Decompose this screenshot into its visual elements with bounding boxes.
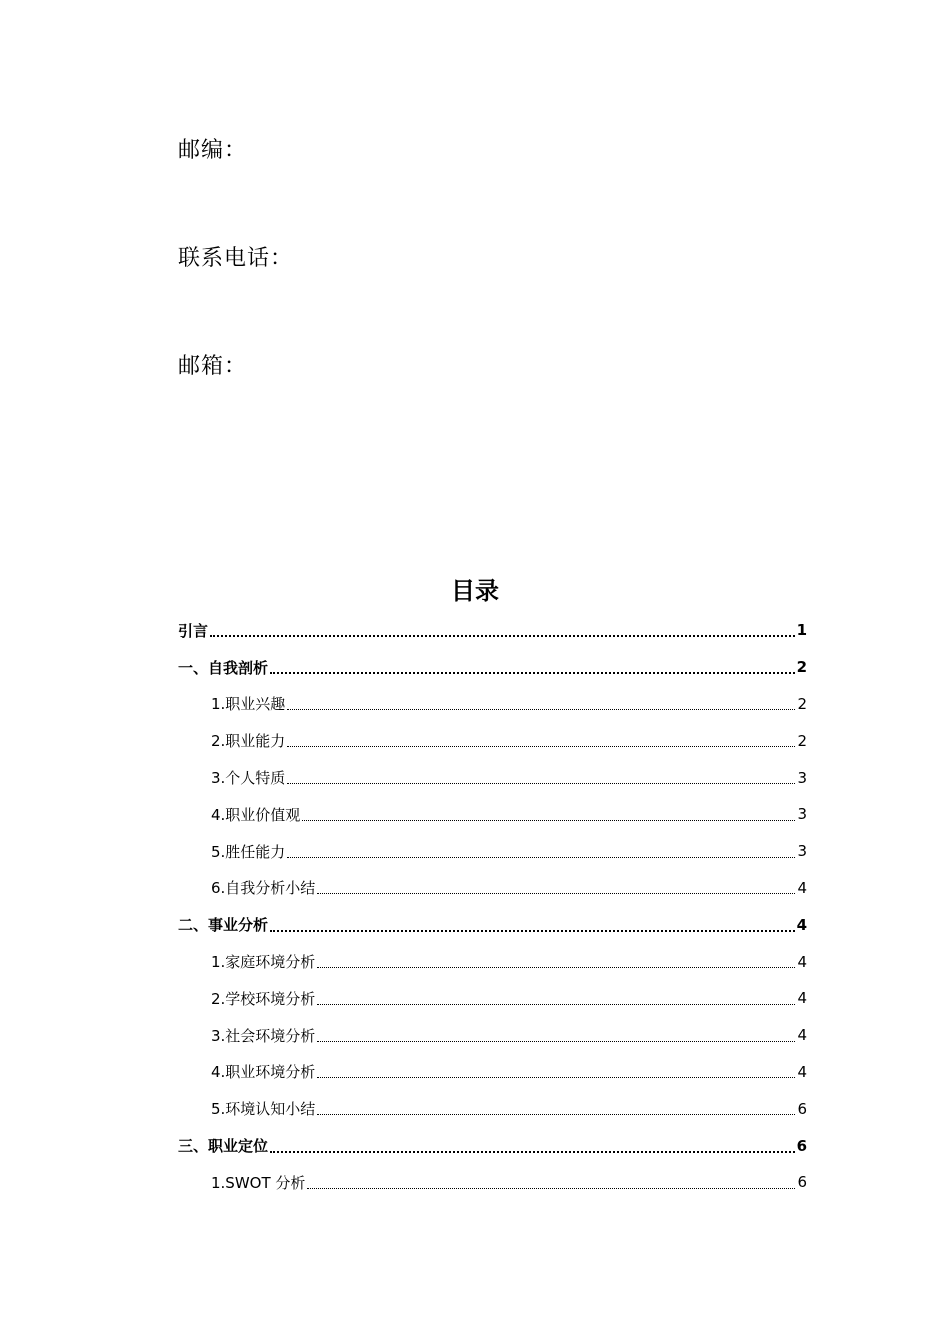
toc-entry-label: 1.家庭环境分析	[211, 953, 316, 972]
toc-leader	[287, 857, 795, 858]
toc-entry[interactable]	[178, 649, 807, 686]
toc-entry-label: 一、自我剖析	[178, 658, 269, 677]
toc-entry-page: 2	[797, 731, 807, 750]
toc-entry[interactable]	[178, 1164, 807, 1201]
toc-entry-page: 3	[797, 768, 807, 787]
toc-leader	[270, 672, 795, 674]
table-of-contents	[178, 612, 807, 1201]
toc-entry-page: 4	[797, 989, 807, 1008]
toc-entry-label: 引言	[178, 621, 209, 640]
toc-leader	[287, 783, 795, 784]
toc-leader	[317, 967, 795, 968]
toc-entry[interactable]	[178, 870, 807, 907]
toc-leader	[317, 1114, 795, 1115]
toc-leader	[317, 1077, 795, 1078]
toc-entry-label: 2.职业能力	[211, 732, 286, 751]
toc-entry-label: 三、职业定位	[178, 1137, 269, 1156]
toc-entry[interactable]	[178, 833, 807, 870]
toc-entry[interactable]	[178, 612, 807, 649]
toc-entry-page: 3	[797, 842, 807, 861]
toc-entry[interactable]	[178, 796, 807, 833]
toc-entry-page: 2	[796, 658, 807, 677]
toc-title: 目录	[451, 577, 499, 605]
toc-entry-page: 4	[797, 1062, 807, 1081]
toc-entry-page: 6	[797, 1099, 807, 1118]
toc-entry[interactable]	[178, 1127, 807, 1164]
toc-entry-label: 1.职业兴趣	[211, 695, 286, 714]
toc-entry[interactable]	[178, 980, 807, 1017]
toc-entry-label: 5.环境认知小结	[211, 1100, 316, 1119]
toc-leader	[210, 635, 795, 637]
toc-entry-label: 2.学校环境分析	[211, 989, 316, 1008]
postcode-label: 邮编：	[178, 138, 248, 163]
toc-entry[interactable]	[178, 1054, 807, 1091]
toc-entry-page: 4	[796, 915, 807, 934]
toc-entry[interactable]	[178, 759, 807, 796]
toc-entry-page: 4	[797, 952, 807, 971]
toc-leader	[317, 1004, 795, 1005]
toc-entry-page: 4	[797, 1026, 807, 1045]
toc-leader	[317, 1041, 795, 1042]
toc-leader	[287, 709, 795, 710]
toc-leader	[307, 1188, 795, 1189]
toc-entry[interactable]	[178, 1090, 807, 1127]
toc-entry-page: 6	[796, 1136, 807, 1155]
toc-leader	[317, 893, 795, 894]
toc-leader	[302, 820, 795, 821]
toc-entry-page: 4	[797, 878, 807, 897]
toc-entry-label: 6.自我分析小结	[211, 879, 316, 898]
toc-entry[interactable]	[178, 906, 807, 943]
phone-label: 联系电话：	[178, 246, 294, 271]
toc-entry-label: 4.职业环境分析	[211, 1063, 316, 1082]
toc-entry-page: 3	[797, 805, 807, 824]
email-label: 邮箱：	[178, 354, 248, 379]
toc-entry[interactable]	[178, 1017, 807, 1054]
toc-entry-label: 3.社会环境分析	[211, 1026, 316, 1045]
toc-entry[interactable]	[178, 722, 807, 759]
toc-entry-label: 5.胜任能力	[211, 842, 286, 861]
toc-entry-label: 3.个人特质	[211, 769, 286, 788]
toc-leader	[270, 930, 795, 932]
toc-entry[interactable]	[178, 943, 807, 980]
toc-entry-label: 1.SWOT 分析	[211, 1173, 306, 1192]
toc-entry[interactable]	[178, 686, 807, 723]
toc-entry-page: 1	[796, 621, 807, 640]
toc-entry-page: 6	[797, 1173, 807, 1192]
toc-leader	[287, 746, 795, 747]
toc-entry-label: 二、事业分析	[178, 916, 269, 935]
toc-entry-page: 2	[797, 694, 807, 713]
toc-entry-label: 4.职业价值观	[211, 805, 301, 824]
toc-leader	[270, 1151, 795, 1153]
